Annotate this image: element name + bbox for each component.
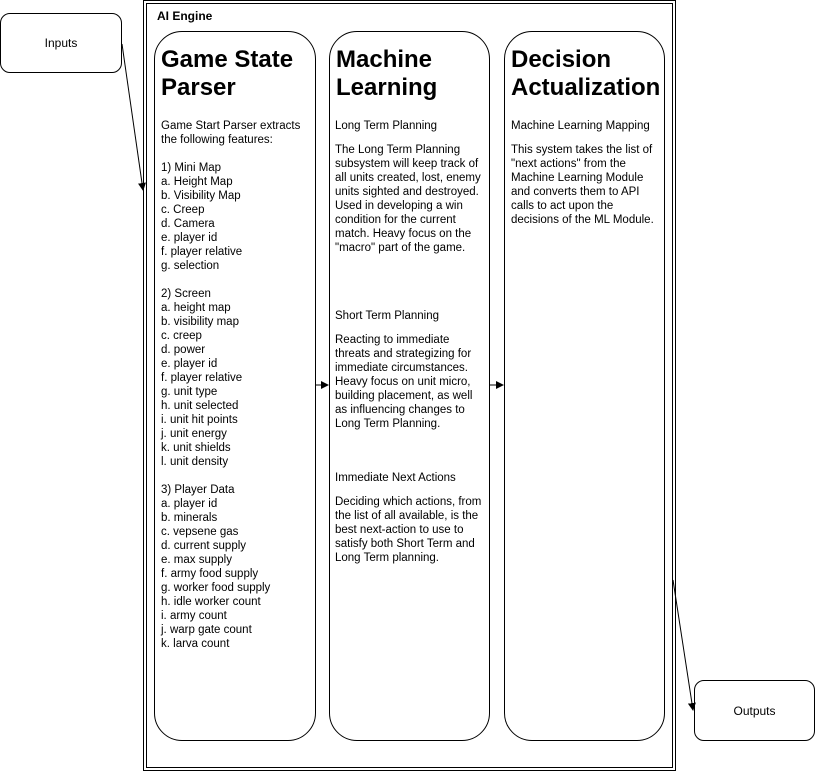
immediate-next-actions-body: Deciding which actions, from the list of all available, is the best next-action to use to satisfy both Short Term and Long Term planning. [335,496,482,564]
immediate-next-actions-title: Immediate Next Actions [335,472,456,484]
inputs-label: Inputs [44,36,78,50]
ml-title: Machine Learning [336,46,438,101]
decision-title: Decision Actualization [511,46,661,101]
short-term-planning-title: Short Term Planning [335,310,439,322]
short-term-planning-section [335,309,485,431]
game-state-parser-node [154,31,316,741]
short-term-planning-body: Reacting to immediate threats and strategizing for immediate circumstances. Heavy focus on unit micro, building placement, as well as influencing changes to Long Term Planning. [335,334,473,430]
immediate-next-actions-section [335,471,485,565]
ml-mapping-title: Machine Learning Mapping [511,120,650,132]
parser-body: Game Start Parser extracts the following features: 1) Mini Map a. Height Map b. Visibility Map c. Creep d. Camera e. player id f. player relative g. selection 2) Screen a. height map b. visibility map c. creep d. power e. player id f. player relative g. unit type h. unit selected i. unit hit points j. unit energy k. unit shields l. unit density 3) Player Data a. player id b. minerals c. vepsene gas d. current supply e. max supply f. army food supply g. worker food supply h. idle worker count i. army count j. warp gate count k. larva count [161,120,301,650]
long-term-planning-section [335,119,485,255]
decision-actualization-node [504,31,665,741]
machine-learning-node [329,31,490,741]
engine-to-outputs-arrow [673,580,693,710]
long-term-planning-body: The Long Term Planning subsystem will keep track of all units created, lost, enemy units sighted and destroyed. Used in developing a win condition for the current match. Heavy focus on the "macro" part of the game. [335,144,481,254]
ml-mapping-body: This system takes the list of "next actions" from the Machine Learning Module and converts them to API calls to act upon the decisions of the ML Module. [511,144,654,226]
parser-title: Game State Parser [161,46,294,101]
outputs-node [694,680,815,741]
outputs-label: Outputs [733,703,776,718]
long-term-planning-title: Long Term Planning [335,120,438,132]
inputs-to-engine-arrow [122,44,143,190]
inputs-node [0,13,122,73]
ai-engine-title: AI Engine [157,9,213,23]
